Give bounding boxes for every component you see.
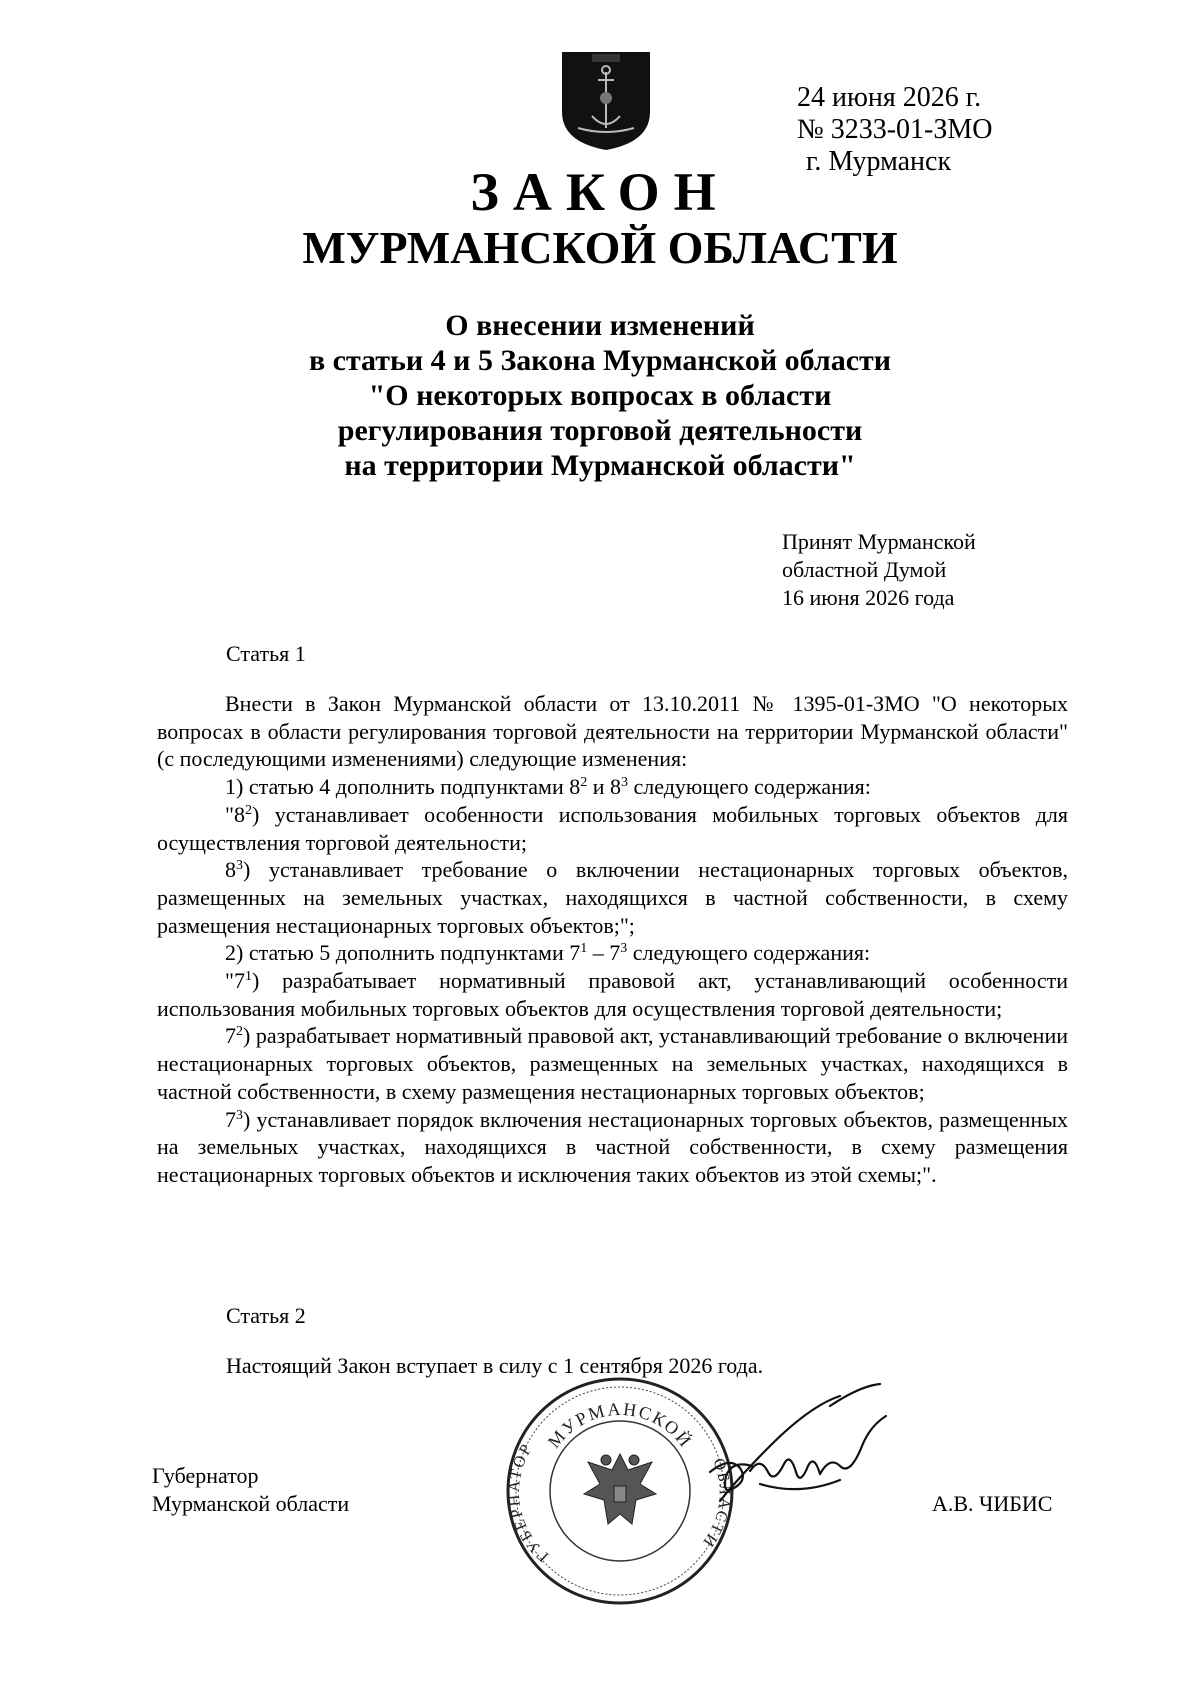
subpoint-text: ) разрабатывает нормативный правовой акт, устанавливающий требование о включении нестационарных торговых объектов, размещенных на земельных участках, находящихся в частной собственности, в схему размещения нестационарных торговых объектов;: [157, 1023, 1068, 1104]
subtitle-line: "О некоторых вопросах в области: [368, 379, 832, 412]
superscript: 3: [236, 858, 243, 874]
subpoint-7-2: [157, 1022, 1068, 1105]
item-1: [157, 773, 1068, 801]
superscript: 2: [244, 802, 252, 818]
subtitle-line: О внесении изменений: [445, 309, 755, 342]
subtitle-line: регулирования торговой деятельности: [337, 414, 863, 447]
law-region-title: МУРМАНСКОЙ ОБЛАСТИ: [302, 222, 898, 273]
adopted-line: Принят Мурманской: [782, 529, 976, 554]
article-1-intro: [157, 690, 1068, 773]
article-1-heading: Статья 1: [226, 641, 306, 666]
item-1-text: и 8: [587, 774, 622, 800]
svg-text:ГУБЕРНАТОР: [506, 1440, 552, 1565]
subpoint-text: ) разрабатывает нормативный правовой акт, устанавливающий особенности использования мобильных торговых объектов для осуществления торговой деятельности;: [157, 968, 1068, 1021]
superscript: 3: [620, 941, 628, 957]
signatory-name: А.В. ЧИБИС: [932, 1491, 1053, 1516]
svg-text:МУРМАНСКОЙ: [544, 1399, 697, 1452]
superscript: 1: [580, 941, 588, 957]
subpoint-text: "8: [225, 801, 245, 827]
superscript: 3: [236, 1107, 243, 1123]
article-2-text: Настоящий Закон вступает в силу с 1 сентября 2026 года.: [226, 1353, 764, 1378]
subpoint-text: 7: [225, 1106, 236, 1132]
handwritten-signature-icon: [690, 1376, 900, 1526]
seal-text-right: ОБЛАСТИ: [698, 1456, 733, 1552]
superscript: 2: [580, 775, 588, 791]
article-2-heading: Статья 2: [226, 1303, 306, 1328]
item-2-text: – 7: [587, 940, 621, 966]
murmansk-coat-of-arms-icon: [558, 50, 654, 152]
signatory-position: Губернатор: [152, 1463, 259, 1488]
article-1-body: [157, 690, 1068, 1189]
superscript: 3: [621, 775, 629, 791]
item-2-text: 2) статью 5 дополнить подпунктами 7: [225, 940, 581, 966]
subpoint-8-2: [157, 801, 1068, 856]
document-number: № 3233-01-ЗМО: [797, 114, 993, 145]
subpoint-8-3: [157, 856, 1068, 939]
adopted-line: областной Думой: [782, 557, 947, 582]
subpoint-text: ) устанавливает особенности использования мобильных торговых объектов для осуществления торговой деятельности;: [157, 801, 1068, 855]
superscript: 2: [236, 1024, 243, 1040]
subpoint-text: "7: [225, 968, 245, 994]
item-2-text: следующего содержания:: [627, 940, 871, 966]
document-date: 24 июня 2026 г.: [797, 82, 982, 113]
subtitle-line: в статьи 4 и 5 Закона Мурманской области: [308, 344, 892, 377]
subtitle-line: на территории Мурманской области": [344, 449, 856, 482]
law-title-word: ЗАКОН: [470, 162, 730, 222]
superscript: 1: [244, 969, 252, 985]
item-1-text: следующего содержания:: [628, 774, 871, 800]
item-1-text: 1) статью 4 дополнить подпунктами 8: [225, 774, 581, 800]
subpoint-text: ) устанавливает требование о включении нестационарных торговых объектов, размещенных на земельных участках, находящихся в частной собственности, в схему размещения нестационарных торговых объектов;";: [157, 857, 1068, 938]
subpoint-text: 8: [225, 857, 236, 883]
intro-text: Внести в Закон Мурманской области от 13.10.2011 № 1395-01-ЗМО "О некоторых вопросах в области регулирования торговой деятельности на территории Мурманской области" (с последующими изменениями) следующие изменения:: [157, 691, 1068, 772]
document-city: г. Мурманск: [806, 146, 952, 177]
signatory-position: Мурманской области: [152, 1491, 350, 1516]
subpoint-text: ) устанавливает порядок включения нестационарных торговых объектов, размещенных на земельных участках, находящихся в частной собственности, в схему размещения нестационарных торговых объектов и исключения таких объектов из этой схемы;".: [157, 1106, 1068, 1187]
seal-text-left: ГУБЕРНАТОР: [505, 1440, 553, 1565]
subpoint-text: 7: [225, 1023, 236, 1049]
subpoint-7-3: [157, 1106, 1068, 1189]
item-2: [157, 939, 1068, 967]
subpoint-7-1: [157, 967, 1068, 1022]
seal-text-top: МУРМАНСКОЙ: [543, 1398, 697, 1452]
adopted-line: 16 июня 2026 года: [782, 585, 955, 610]
